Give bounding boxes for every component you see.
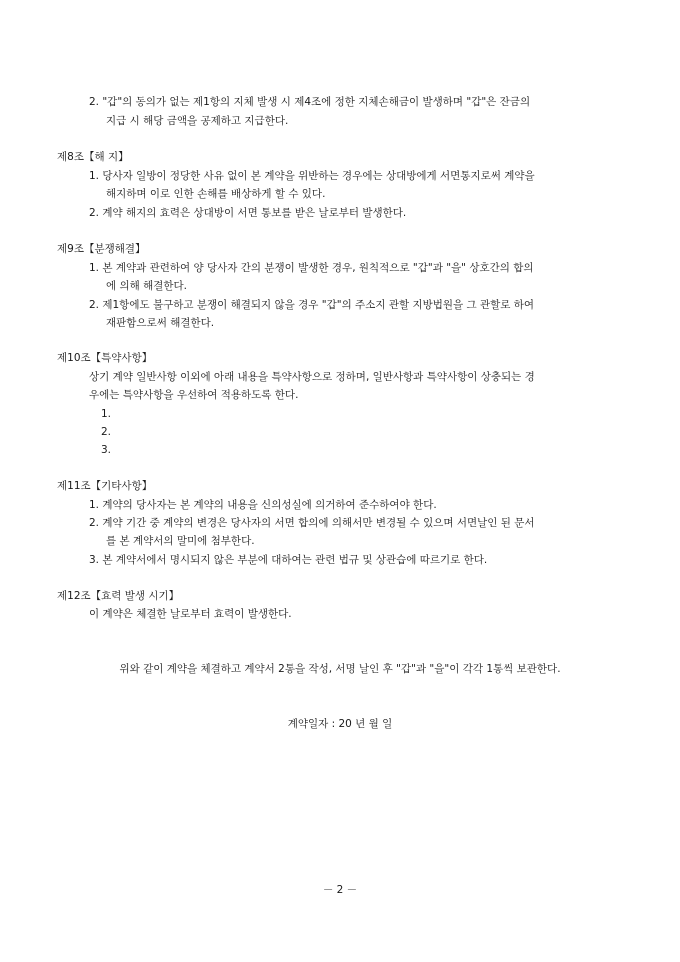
contract-date-line: 계약일자 : 20 년 월 일 — [287, 718, 393, 730]
article10-para-line1: 상기 계약 일반사항 이외에 아래 내용을 특약사항으로 정하며, 일반사항과 특약사항이 상충되는 경 — [89, 371, 535, 383]
article8-item2: 2. 계약 해지의 효력은 상대방이 서면 통보를 받은 날로부터 발생한다. — [89, 207, 407, 219]
article9-title: 제9조【분쟁해결】 — [57, 243, 146, 255]
closing-statement: 위와 같이 계약을 체결하고 계약서 2통을 작성, 서명 날인 후 "갑"과 "을"이 각각 1통씩 보관한다. — [119, 663, 561, 675]
article11-title: 제11조【기타사항】 — [57, 480, 153, 492]
article8-item1-line1: 1. 당사자 일방이 정당한 사유 없이 본 계약을 위반하는 경우에는 상대방에게 서면통지로써 계약을 — [89, 170, 535, 182]
article10-sub-item-2: 2. — [101, 426, 112, 438]
article8-title: 제8조【해 지】 — [57, 151, 129, 163]
article11-item2-line2: 를 본 계약서의 말미에 첨부한다. — [106, 535, 255, 547]
article7-item2-line1: 2. "갑"의 동의가 없는 제1항의 지체 발생 시 제4조에 정한 지체손해금이 발생하며 "갑"은 잔금의 — [89, 96, 531, 108]
article9-item1-line1: 1. 본 계약과 관련하여 양 당사자 간의 분쟁이 발생한 경우, 원칙적으로 "갑"과 "을" 상호간의 합의 — [89, 262, 534, 274]
page-number: － 2 － — [322, 884, 358, 896]
article10-para-line2: 우에는 특약사항을 우선하여 적용하도록 한다. — [89, 389, 299, 401]
article11-item2-line1: 2. 계약 기간 중 계약의 변경은 당사자의 서면 합의에 의해서만 변경될 수 있으며 서면날인 된 문서 — [89, 517, 535, 529]
article9-item2-line1: 2. 제1항에도 불구하고 분쟁이 해결되지 않을 경우 "갑"의 주소지 관할 지방법원을 그 관할로 하여 — [89, 299, 535, 311]
article12-para: 이 계약은 체결한 날로부터 효력이 발생한다. — [89, 608, 292, 620]
article9-item1-line2: 에 의해 해결한다. — [106, 280, 188, 292]
article10-sub-item-3: 3. — [101, 444, 112, 456]
article11-item3: 3. 본 계약서에서 명시되지 않은 부분에 대하여는 관련 법규 및 상관습에 따르기로 한다. — [89, 554, 488, 566]
article7-item2-line2: 지급 시 해당 금액을 공제하고 지급한다. — [106, 115, 289, 127]
article10-title: 제10조【특약사항】 — [57, 352, 153, 364]
article10-sub-item-1: 1. — [101, 408, 112, 420]
article11-item1: 1. 계약의 당사자는 본 계약의 내용을 신의성실에 의거하여 준수하여야 한다. — [89, 499, 437, 511]
article12-title: 제12조【효력 발생 시기】 — [57, 590, 180, 602]
article9-item2-line2: 재판함으로써 해결한다. — [106, 317, 215, 329]
article8-item1-line2: 해지하며 이로 인한 손해를 배상하게 할 수 있다. — [106, 188, 326, 200]
